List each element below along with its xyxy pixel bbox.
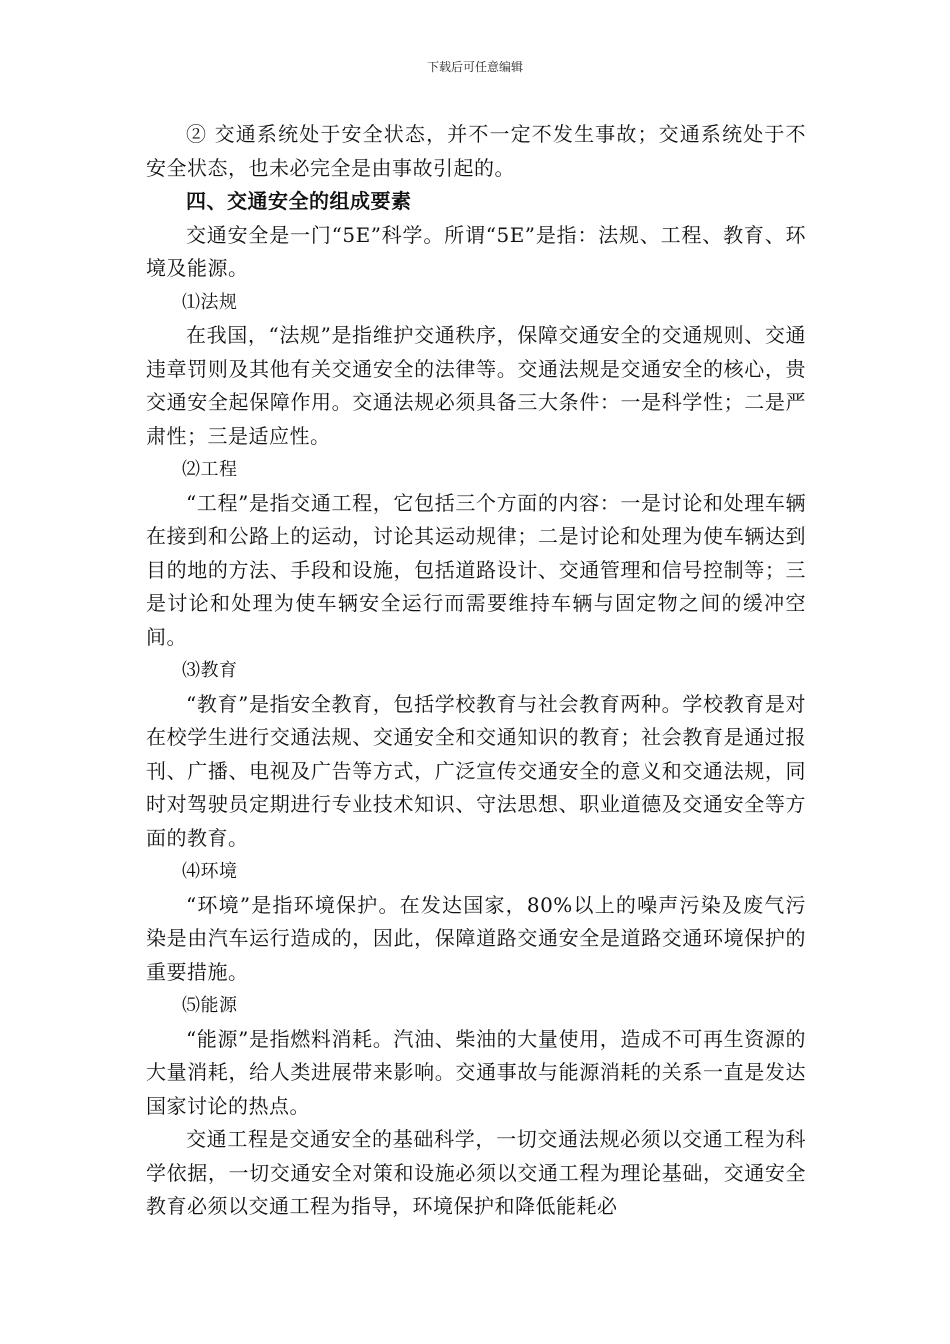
paragraph-engineering: “工程”是指交通工程，它包括三个方面的内容：一是讨论和处理车辆在接到和公路上的运动，讨论其运动规律；二是讨论和处理为使车辆达到目的地的方法、手段和设施，包括道路设计、交通管理和信号控制等；三是讨论和处理为使车辆安全运行而需要维持车辆与固定物之间的缓冲空间。 — [146, 490, 806, 649]
paragraph-regulations: 在我国，“法规”是指维护交通秩序，保障交通安全的交通规则、交通违章罚则及其他有关交通安全的法律等。交通法规是交通安全的核心，贵交通安全起保障作用。交通法规必须具备三大条件：一是科学性；二是严肃性；三是适应性。 — [146, 323, 806, 448]
paragraph-energy: “能源”是指燃料消耗。汽油、柴油的大量使用，造成不可再生资源的大量消耗，给人类进展带来影响。交通事故与能源消耗的关系一直是发达国家讨论的热点。 — [146, 1026, 806, 1118]
subheading-engineering: ⑵工程 — [182, 459, 238, 480]
subheading-education: ⑶教育 — [182, 660, 238, 681]
paragraph-safety-state: ② 交通系统处于安全状态，并不一定不发生事故；交通系统处于不安全状态，也未必完全是由事故引起的。 — [146, 122, 806, 180]
subheading-environment: ⑷环境 — [182, 861, 238, 882]
page-header: 下载后可任意编辑 — [426, 60, 523, 74]
document-body — [146, 118, 806, 1224]
section-heading-components: 四、交通安全的组成要素 — [186, 189, 412, 213]
subheading-energy: ⑸能源 — [182, 995, 238, 1016]
paragraph-education: “教育”是指安全教育，包括学校教育与社会教育两种。学校教育是对在校学生进行交通法规、交通安全和交通知识的教育；社会教育是通过报刊、广播、电视及广告等方式，广泛宣传交通安全的意义和交通法规，同时对驾驶员定期进行专业技术知识、守法思想、职业道德及交通安全等方面的教育。 — [146, 691, 806, 850]
paragraph-5e-intro: 交通安全是一门“5E”科学。所谓“5E”是指：法规、工程、教育、环境及能源。 — [146, 222, 806, 280]
paragraph-environment: “环境”是指环境保护。在发达国家，80%以上的噪声污染及废气污染是由汽车运行造成的，因此，保障道路交通安全是道路交通环境保护的重要措施。 — [146, 892, 806, 984]
subheading-regulations: ⑴法规 — [182, 291, 238, 313]
paragraph-traffic-engineering-basis: 交通工程是交通安全的基础科学，一切交通法规必须以交通工程为科学依据，一切交通安全对策和设施必须以交通工程为理论基础，交通安全教育必须以交通工程为指导，环境保护和降低能耗必 — [146, 1127, 806, 1218]
